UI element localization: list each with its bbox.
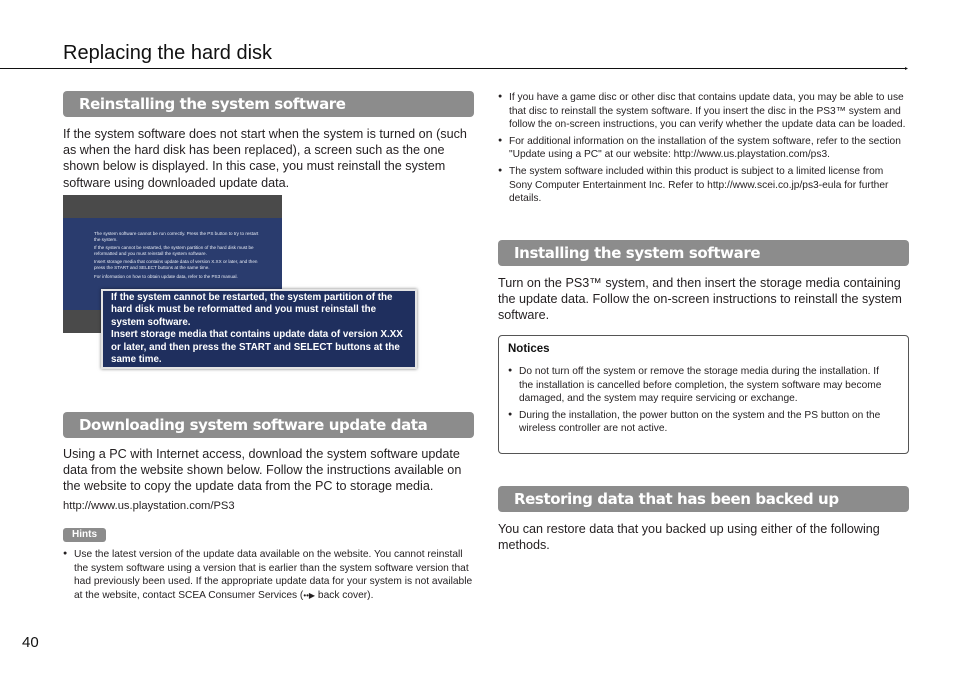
- reference-arrow-icon: ••▶: [303, 590, 316, 600]
- note-item: ● The system software included within this product is subject to a limited license from Sony Computer Entertainment Inc. Refer to http://www.scei.co.jp/ps3-eula for further details.: [498, 165, 908, 206]
- error-screen-zoom: [101, 289, 417, 369]
- page-title: Replacing the hard disk: [63, 42, 273, 64]
- reinstall-body: If the system software does not start when the system is turned on (such as when the hard disk has been replaced), a screen such as the one shown below is displayed. In this case, you must reinstall the system software using downloaded update data.: [63, 127, 467, 190]
- notices-list: [508, 365, 893, 439]
- hint-item: [63, 548, 473, 602]
- download-section-header: Downloading system software update data: [63, 412, 474, 438]
- title-rule: [0, 68, 906, 69]
- install-section-header: Installing the system software: [498, 240, 909, 266]
- restore-section-header: Restoring data that has been backed up: [498, 486, 909, 512]
- note-item: ● If you have a game disc or other disc that contains update data, you may be able to use that disc to reinstall the system software. If you insert the disc in the PS3™ system and follow the on-screen instructions, you can verify whether the update data can be loaded.: [498, 91, 908, 132]
- notices-title: Notices: [508, 343, 550, 355]
- page-number: 40: [22, 634, 39, 651]
- notice-item: ● During the installation, the power button on the system and the PS button on the wireless controller are not active.: [508, 409, 893, 436]
- hint-text-tail: back cover).: [315, 589, 374, 601]
- error-screen-line: If the system cannot be restarted, the system partition of the hard disk must be reformatted and you must reinstall the system software.: [94, 245, 254, 256]
- download-body: Using a PC with Internet access, download the system software update data from the website shown below. Follow the instructions available on the website to copy the update data from the PC to storage media.: [63, 447, 462, 494]
- rule-end-arrow-icon: ▸: [905, 66, 909, 72]
- note-item: ● For additional information on the installation of the system software, refer to the section "Update using a PC" at our website: http://www.us.playstation.com/ps3.: [498, 135, 908, 162]
- hints-badge: Hints: [63, 528, 106, 542]
- error-screen-line: For information on how to obtain update data, refer to the PS3 manual.: [94, 273, 238, 279]
- error-screen-text: [94, 231, 264, 282]
- reinstall-section-header: Reinstalling the system software: [63, 91, 474, 117]
- hint-text: Use the latest version of the update data available on the website. You cannot reinstall the system software using a version that is earlier than the system software version that had previously been used. If the appropriate update data for your system is not available at the website, contact SCEA Consumer Services (: [74, 549, 473, 601]
- notices-box: [498, 335, 909, 454]
- zoom-line: Insert storage media that contains update data of version X.XX or later, and then press the START and SELECT buttons at the same time.: [111, 329, 403, 366]
- update-notes-list: [498, 91, 908, 209]
- hints-list: [63, 548, 473, 605]
- error-screen-line: Insert storage media that contains update data of version X.XX or later, and then press the START and SELECT buttons at the same time.: [94, 259, 258, 270]
- error-screen-line: The system software cannot be run correctly. Press the PS button to try to restart the system.: [94, 231, 259, 242]
- notice-item: ● Do not turn off the system or remove the storage media during the installation. If the installation is cancelled before completion, the system software may become damaged, and the system may require servicing or exchange.: [508, 365, 893, 406]
- download-url: http://www.us.playstation.com/PS3: [63, 500, 235, 512]
- zoom-line: If the system cannot be restarted, the system partition of the hard disk must be reformatted and you must reinstall the system software.: [111, 292, 393, 328]
- restore-body: You can restore data that you backed up using either of the following methods.: [498, 522, 880, 553]
- install-body: Turn on the PS3™ system, and then insert the storage media containing the update data. Follow the on-screen instructions to reinstall the system software.: [498, 276, 902, 323]
